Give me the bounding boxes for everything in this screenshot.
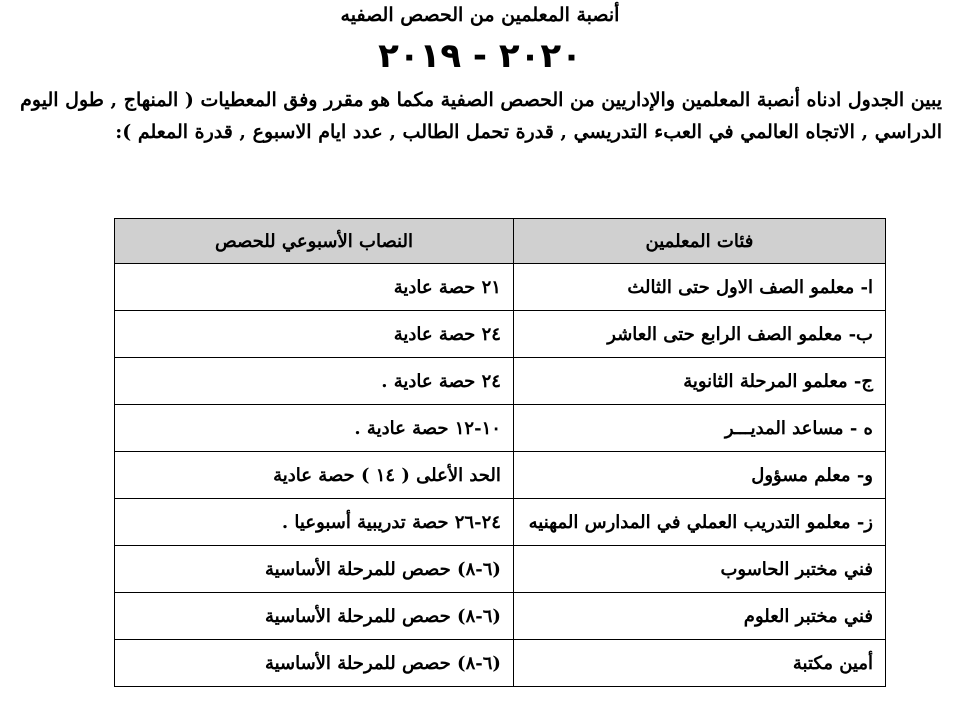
weekly-quota-cell: ٢٤ حصة عادية . [115, 358, 514, 405]
table-row [115, 593, 886, 640]
table-row [115, 311, 886, 358]
teacher-category-cell: ج- معلمو المرحلة الثانوية [513, 358, 885, 405]
table-row [115, 546, 886, 593]
header-teacher-category: فئات المعلمين [513, 219, 885, 264]
teacher-category-cell: أمين مكتبة [513, 640, 885, 687]
teacher-category-cell: و- معلم مسؤول [513, 452, 885, 499]
weekly-quota-cell: (٦-٨) حصص للمرحلة الأساسية [115, 640, 514, 687]
weekly-quota-cell: ٢٤ حصة عادية [115, 311, 514, 358]
teacher-category-cell: فني مختبر العلوم [513, 593, 885, 640]
weekly-quota-cell: (٦-٨) حصص للمرحلة الأساسية [115, 546, 514, 593]
teacher-category-cell: فني مختبر الحاسوب [513, 546, 885, 593]
header-weekly-quota: النصاب الأسبوعي للحصص [115, 219, 514, 264]
table-row [115, 452, 886, 499]
table-row [115, 264, 886, 311]
weekly-quota-cell: ٢٤-٢٦ حصة تدريبية أسبوعيا . [115, 499, 514, 546]
weekly-quota-cell: ٢١ حصة عادية [115, 264, 514, 311]
teacher-category-cell: ز- معلمو التدريب العملي في المدارس المهنيه [513, 499, 885, 546]
teacher-category-cell: ب- معلمو الصف الرابع حتى العاشر [513, 311, 885, 358]
academic-year: ٢٠٢٠ - ٢٠١٩ [378, 36, 582, 76]
table-header-row [115, 219, 886, 264]
table-row [115, 499, 886, 546]
table-row [115, 358, 886, 405]
table-row [115, 640, 886, 687]
weekly-quota-cell: ١٠-١٢ حصة عادية . [115, 405, 514, 452]
weekly-quota-cell: الحد الأعلى ( ١٤ ) حصة عادية [115, 452, 514, 499]
intro-paragraph: يبين الجدول ادناه أنصبة المعلمين والإداريين من الحصص الصفية مكما هو مقرر وفق المعطيات ( المنهاج , طول اليوم الدراسي , الاتجاه العالمي في العبء التدريسي , قدرة تحمل الطالب , عدد ايام الاسبوع , قدرة المعلم ): [20, 89, 942, 143]
teacher-category-cell: ه - مساعد المديـــر [513, 405, 885, 452]
page-title: أنصبة المعلمين من الحصص الصفيه [340, 4, 620, 26]
teacher-quota-table [114, 218, 886, 687]
weekly-quota-cell: (٦-٨) حصص للمرحلة الأساسية [115, 593, 514, 640]
teacher-category-cell: ا- معلمو الصف الاول حتى الثالث [513, 264, 885, 311]
table-row [115, 405, 886, 452]
